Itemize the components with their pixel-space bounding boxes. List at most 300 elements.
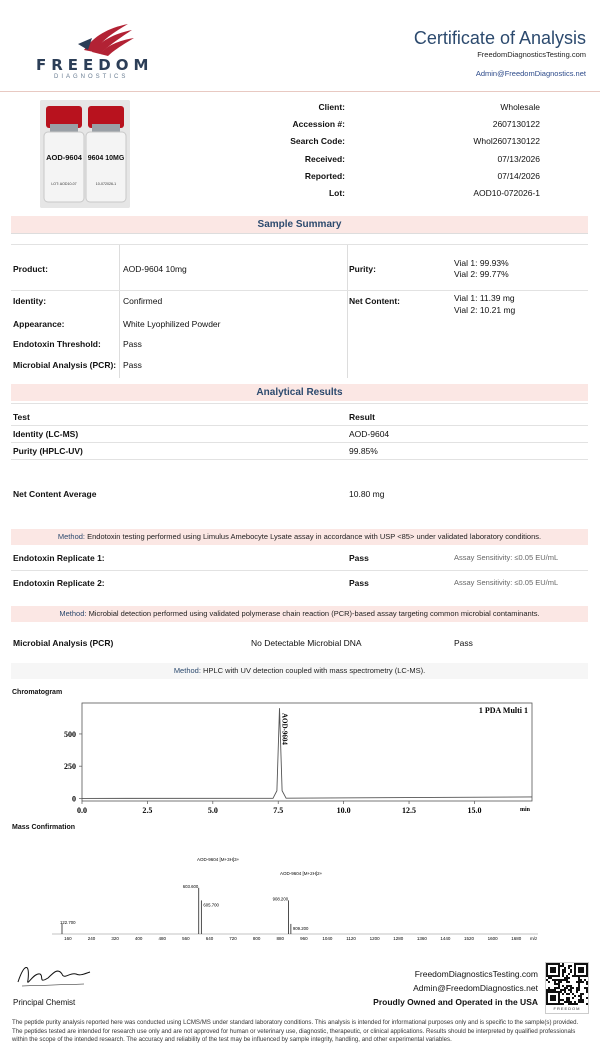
qr-module <box>570 989 572 991</box>
qr-module <box>548 987 550 989</box>
qr-module <box>546 967 548 969</box>
qr-module <box>550 995 552 997</box>
qr-module <box>546 969 548 971</box>
qr-module <box>554 963 556 965</box>
x-tick-label: 15.0 <box>467 806 482 815</box>
qr-module <box>564 977 566 979</box>
qr-module <box>550 991 552 993</box>
qr-module <box>568 981 570 983</box>
footer-email[interactable]: Admin@FreedomDiagnostics.net <box>413 983 538 993</box>
qr-module <box>562 973 564 975</box>
qr-module <box>552 991 554 993</box>
test-column-header: Test <box>13 412 30 422</box>
qr-module <box>566 1001 568 1003</box>
vial-photo <box>40 100 130 208</box>
qr-module <box>560 965 562 967</box>
method-prefix: Method: <box>173 666 201 675</box>
qr-module <box>576 991 578 993</box>
analytical-results-title: Analytical Results <box>11 384 588 401</box>
qr-module <box>564 979 566 981</box>
qr-module <box>558 965 560 967</box>
microbial-summary-label: Microbial Analysis (PCR): <box>13 360 117 370</box>
qr-module <box>564 967 566 969</box>
qr-module <box>562 1003 564 1005</box>
qr-module <box>582 971 584 973</box>
brand-subtitle: DIAGNOSTICS <box>54 74 129 80</box>
qr-module <box>546 999 548 1001</box>
qr-module <box>552 967 554 969</box>
qr-module <box>566 979 568 981</box>
qr-module <box>546 975 548 977</box>
x-tick-label: 160 <box>64 936 72 941</box>
qr-module <box>582 969 584 971</box>
qr-module <box>582 993 584 995</box>
legend-label: 1 PDA Multi 1 <box>478 706 528 715</box>
qr-module <box>554 999 556 1001</box>
qr-module <box>574 969 576 971</box>
identity-value: Confirmed <box>123 296 163 306</box>
endotoxin-threshold-label: Endotoxin Threshold: <box>13 339 101 349</box>
qr-module <box>558 999 560 1001</box>
sample-summary-title: Sample Summary <box>11 216 588 233</box>
method-microbial <box>11 606 588 622</box>
qr-module <box>554 1003 556 1005</box>
qr-module <box>570 971 572 973</box>
qr-module <box>568 985 570 987</box>
method-prefix: Method: <box>59 609 87 618</box>
qr-module <box>562 969 564 971</box>
purity-label: Purity: <box>349 264 376 274</box>
qr-module <box>558 995 560 997</box>
qr-module <box>556 1003 558 1005</box>
divider <box>11 459 588 460</box>
qr-module <box>570 985 572 987</box>
qr-module <box>580 967 582 969</box>
search-code-label: Search Code: <box>290 136 345 147</box>
accession-row <box>200 115 540 132</box>
x-tick-label: 5.0 <box>207 806 218 815</box>
qr-module <box>556 991 558 993</box>
qr-module <box>562 963 564 965</box>
x-tick-label: 1360 <box>416 936 427 941</box>
qr-module <box>578 995 580 997</box>
method-text: Endotoxin testing performed using Limulus Amebocyte Lysate assay in accordance with USP <85> under validated laboratory conditions. <box>87 532 542 541</box>
qr-module <box>584 987 586 989</box>
mass-peak-label: 605.700 <box>203 902 219 908</box>
x-tick-label: 2.5 <box>142 806 153 815</box>
qr-module <box>554 991 556 993</box>
appearance-label: Appearance: <box>13 319 65 329</box>
qr-module <box>578 987 580 989</box>
microbial-test: Microbial Analysis (PCR) <box>13 638 114 648</box>
x-tick-label: 960 <box>300 936 308 941</box>
qr-module <box>552 995 554 997</box>
chromatogram-trace <box>82 708 532 798</box>
received-row <box>200 150 540 167</box>
qr-module <box>586 965 588 967</box>
qr-module <box>570 969 572 971</box>
x-axis-unit: m/z <box>530 936 538 941</box>
signature-image <box>14 958 94 992</box>
qr-module <box>580 981 582 983</box>
qr-module <box>552 963 554 965</box>
qr-module <box>578 969 580 971</box>
qr-module <box>584 975 586 977</box>
qr-module <box>558 967 560 969</box>
qr-module <box>580 963 582 965</box>
qr-module <box>576 975 578 977</box>
qr-module <box>564 987 566 989</box>
qr-module <box>558 973 560 975</box>
qr-module <box>558 971 560 973</box>
qr-module <box>558 993 560 995</box>
qr-module <box>566 997 568 999</box>
qr-module <box>568 1001 570 1003</box>
qr-module <box>554 987 556 989</box>
qr-module <box>582 975 584 977</box>
qr-module <box>552 971 554 973</box>
x-tick-label: 480 <box>158 936 167 941</box>
endotoxin-threshold-value: Pass <box>123 339 142 349</box>
qr-module <box>578 975 580 977</box>
qr-module <box>550 967 552 969</box>
qr-module <box>562 989 564 991</box>
qr-module <box>550 1003 552 1005</box>
qr-module <box>562 979 564 981</box>
qr-module <box>556 987 558 989</box>
divider <box>11 570 588 571</box>
qr-module <box>568 965 570 967</box>
vial-1-lot: LOT: AOD10-07 <box>51 182 77 186</box>
qr-code[interactable] <box>545 962 589 1014</box>
qr-module <box>548 991 550 993</box>
endotoxin-replicate-2-result: Pass <box>349 578 369 588</box>
qr-module <box>558 975 560 977</box>
chromatogram-title: Chromatogram <box>12 689 63 696</box>
qr-module <box>574 971 576 973</box>
client-info <box>200 98 540 202</box>
qr-module <box>562 971 564 973</box>
qr-module <box>578 963 580 965</box>
qr-module <box>586 991 588 993</box>
qr-module <box>568 977 570 979</box>
x-tick-label: 1440 <box>440 936 451 941</box>
qr-module <box>580 993 582 995</box>
qr-module <box>550 969 552 971</box>
qr-module <box>554 989 556 991</box>
divider <box>11 403 588 404</box>
qr-module <box>548 963 550 965</box>
qr-module <box>560 1003 562 1005</box>
qr-module <box>578 967 580 969</box>
search-code-value: Whol2607130122 <box>473 136 540 147</box>
qr-module <box>578 971 580 973</box>
x-tick-label: 400 <box>134 936 143 941</box>
annotation-m2h: AOD-9604 [M+2H]2+ <box>280 871 323 876</box>
qr-module <box>580 995 582 997</box>
qr-module <box>558 985 560 987</box>
qr-module <box>558 987 560 989</box>
header-website[interactable]: FreedomDiagnosticsTesting.com <box>477 50 586 59</box>
qr-module <box>582 999 584 1001</box>
footer-website[interactable]: FreedomDiagnosticsTesting.com <box>414 969 538 979</box>
qr-module <box>568 989 570 991</box>
qr-module <box>546 997 548 999</box>
qr-module <box>564 969 566 971</box>
lot-label: Lot: <box>328 188 345 199</box>
qr-module <box>578 977 580 979</box>
result-column-header: Result <box>349 412 375 422</box>
vial-2-lot: 10-072026-1 <box>95 182 117 186</box>
qr-module <box>548 989 550 991</box>
qr-module <box>556 963 558 965</box>
qr-module <box>574 973 576 975</box>
qr-module <box>558 969 560 971</box>
chromatogram-chart <box>0 697 600 817</box>
microbial-summary-value: Pass <box>123 360 142 370</box>
qr-module <box>566 977 568 979</box>
qr-module <box>546 971 548 973</box>
mass-peak-label: 909.200 <box>292 925 309 931</box>
method-endotoxin <box>11 529 588 545</box>
qr-module <box>554 975 556 977</box>
mass-spectrum-chart <box>0 830 600 950</box>
search-code-row <box>200 133 540 150</box>
qr-module <box>560 991 562 993</box>
qr-module <box>586 967 588 969</box>
qr-module <box>566 981 568 983</box>
qr-module <box>548 975 550 977</box>
qr-module <box>582 963 584 965</box>
divider <box>119 244 120 378</box>
qr-module <box>580 1001 582 1003</box>
qr-module <box>566 987 568 989</box>
qr-module <box>548 977 550 979</box>
divider <box>11 442 588 443</box>
qr-module <box>574 967 576 969</box>
header-email[interactable]: Admin@FreedomDiagnostics.net <box>475 69 586 78</box>
qr-module <box>580 979 582 981</box>
qr-module <box>578 1001 580 1003</box>
x-tick-label: 1280 <box>393 936 404 941</box>
accession-label: Accession #: <box>292 118 345 129</box>
x-tick-label: 10.0 <box>336 806 351 815</box>
received-value: 07/13/2026 <box>497 153 540 164</box>
qr-module <box>580 997 582 999</box>
qr-module <box>578 985 580 987</box>
qr-module <box>578 989 580 991</box>
qr-module <box>574 975 576 977</box>
qr-module <box>550 999 552 1001</box>
qr-module <box>554 997 556 999</box>
qr-module <box>570 965 572 967</box>
qr-module <box>560 999 562 1001</box>
divider <box>347 244 348 378</box>
qr-module <box>550 963 552 965</box>
purity-vial-2: Vial 2: 99.77% <box>454 269 509 279</box>
qr-module <box>552 989 554 991</box>
qr-module <box>568 1003 570 1005</box>
footer-tagline: Proudly Owned and Operated in the USA <box>373 997 538 1007</box>
x-tick-label: 1680 <box>511 936 522 941</box>
qr-module <box>554 983 556 985</box>
qr-module <box>576 981 578 983</box>
endotoxin-replicate-1-result: Pass <box>349 553 369 563</box>
qr-module <box>574 995 576 997</box>
net-content-test: Net Content Average <box>13 489 97 499</box>
x-tick-label: 1040 <box>322 936 333 941</box>
qr-module <box>570 987 572 989</box>
purity-result: 99.85% <box>349 446 378 456</box>
qr-module <box>572 1003 574 1005</box>
purity-vial-1: Vial 1: 99.93% <box>454 258 509 268</box>
qr-module <box>586 975 588 977</box>
mass-peak-label: 908.200 <box>272 896 289 902</box>
qr-module <box>548 1003 550 1005</box>
identity-test: Identity (LC-MS) <box>13 429 79 439</box>
qr-module <box>552 999 554 1001</box>
product-label: Product: <box>13 264 48 274</box>
qr-module <box>558 981 560 983</box>
qr-module <box>552 1003 554 1005</box>
x-tick-label: 560 <box>182 936 190 941</box>
x-tick-label: 1120 <box>346 936 356 941</box>
divider <box>11 425 588 426</box>
qr-caption: FREEDOM <box>553 1006 581 1011</box>
divider <box>11 244 588 245</box>
qr-module <box>546 991 548 993</box>
qr-module <box>546 979 548 981</box>
net-content-result: 10.80 mg <box>349 489 385 499</box>
qr-module <box>558 963 560 965</box>
received-label: Received: <box>304 153 345 164</box>
qr-module <box>554 995 556 997</box>
divider <box>11 290 588 291</box>
qr-module <box>586 989 588 991</box>
qr-module <box>586 969 588 971</box>
x-tick-label: 1200 <box>369 936 380 941</box>
microbial-finding: No Detectable Microbial DNA <box>251 638 362 648</box>
qr-module <box>586 971 588 973</box>
qr-module <box>568 967 570 969</box>
qr-module <box>570 1003 572 1005</box>
qr-module <box>550 977 552 979</box>
header <box>0 0 600 92</box>
qr-module <box>546 993 548 995</box>
vial-1-label: AOD-9604 <box>46 153 82 162</box>
qr-module <box>550 971 552 973</box>
qr-module <box>558 983 560 985</box>
method-text: HPLC with UV detection coupled with mass spectrometry (LC-MS). <box>203 666 426 675</box>
qr-module <box>572 987 574 989</box>
x-axis-unit: min <box>519 807 530 813</box>
reported-value: 07/14/2026 <box>497 170 540 181</box>
accession-value: 2607130122 <box>492 118 540 129</box>
qr-module <box>550 975 552 977</box>
x-tick-label: 0.0 <box>77 806 87 815</box>
qr-module <box>576 963 578 965</box>
qr-module <box>554 971 556 973</box>
x-tick-label: 640 <box>205 936 214 941</box>
qr-module <box>568 997 570 999</box>
y-tick-label: 250 <box>64 762 76 772</box>
qr-module <box>558 991 560 993</box>
qr-module <box>556 975 558 977</box>
sample-summary <box>11 233 588 377</box>
brand-name: FREEDOM <box>36 56 154 74</box>
qr-module <box>574 1003 576 1005</box>
qr-module <box>564 971 566 973</box>
qr-module <box>572 993 574 995</box>
qr-module <box>574 965 576 967</box>
qr-module <box>568 993 570 995</box>
qr-module <box>556 983 558 985</box>
qr-module <box>552 979 554 981</box>
qr-module <box>566 985 568 987</box>
qr-code-icon <box>546 963 588 1005</box>
qr-module <box>568 999 570 1001</box>
qr-module <box>554 981 556 983</box>
mass-confirmation-title: Mass Confirmation <box>12 824 76 831</box>
method-prefix: Method: <box>57 532 85 541</box>
x-tick-label: 880 <box>276 936 285 941</box>
qr-module <box>550 989 552 991</box>
qr-module <box>546 995 548 997</box>
signature-title: Principal Chemist <box>13 998 76 1007</box>
qr-module <box>584 963 586 965</box>
qr-module <box>578 979 580 981</box>
qr-module <box>564 991 566 993</box>
qr-module <box>564 1001 566 1003</box>
qr-module <box>572 975 574 977</box>
qr-module <box>560 989 562 991</box>
x-tick-label: 7.5 <box>273 806 284 815</box>
qr-module <box>552 997 554 999</box>
qr-module <box>562 999 564 1001</box>
mass-peak-label: 603.600 <box>182 883 199 889</box>
purity-test: Purity (HPLC-UV) <box>13 446 83 456</box>
method-text: Microbial detection performed using validated polymerase chain reaction (PCR)-based assay targeting common microbial contaminants. <box>88 609 540 618</box>
qr-module <box>586 963 588 965</box>
reported-row <box>200 167 540 184</box>
net-content-vial-1: Vial 1: 11.39 mg <box>454 293 515 303</box>
endotoxin-replicate-1: Endotoxin Replicate 1: <box>13 553 105 563</box>
peak-label: AOD-9604 <box>280 713 289 745</box>
client-value: Wholesale <box>500 101 540 112</box>
y-tick-label: 0 <box>72 794 76 804</box>
microbial-result: Pass <box>454 638 473 648</box>
qr-module <box>580 999 582 1001</box>
qr-module <box>582 981 584 983</box>
appearance-value: White Lyophilized Powder <box>123 319 221 329</box>
qr-module <box>576 1003 578 1005</box>
qr-module <box>566 993 568 995</box>
qr-module <box>546 973 548 975</box>
qr-module <box>556 979 558 981</box>
qr-module <box>580 971 582 973</box>
qr-module <box>576 987 578 989</box>
qr-module <box>570 1001 572 1003</box>
product-value: AOD-9604 10mg <box>123 264 187 274</box>
qr-module <box>560 981 562 983</box>
qr-module <box>550 997 552 999</box>
qr-module <box>558 1001 560 1003</box>
x-tick-label: 720 <box>229 936 237 941</box>
vial-2-label: 9604 10MG <box>87 155 125 162</box>
client-label: Client: <box>318 101 345 112</box>
annotation-m3h: AOD-9604 [M+3H]3+ <box>197 857 240 862</box>
endotoxin-replicate-2: Endotoxin Replicate 2: <box>13 578 105 588</box>
